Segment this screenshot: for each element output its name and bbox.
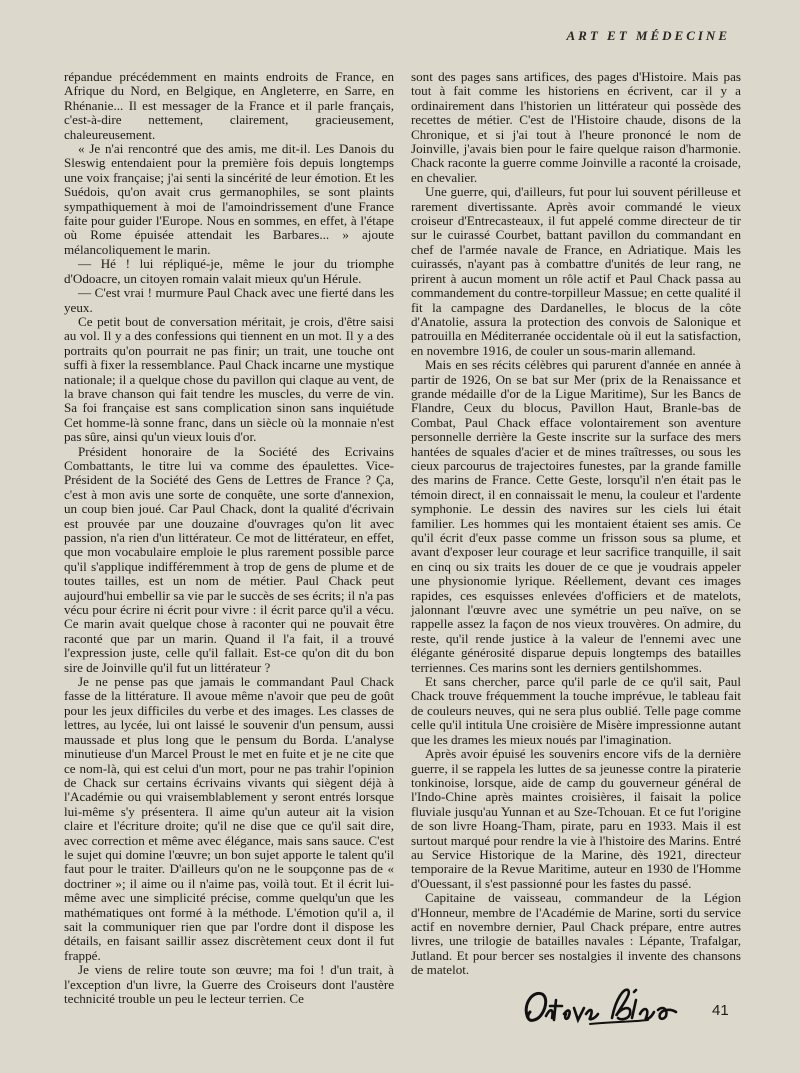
page-number: 41 [712, 1002, 729, 1019]
paragraph: — C'est vrai ! murmure Paul Chack avec une fierté dans les yeux. [64, 285, 394, 315]
paragraph: Après avoir épuisé les souvenirs encore vifs de la dernière guerre, il se rappela les luttes de sa jeunesse contre la piraterie tonkinoise, lorsque, aide de camp du gouverneur général de l'Indo-Chine après maintes croisières, il faisait la police fluviale jusqu'au Yunnan et au Sze-Tchouan. Et ce fut l'origine de son livre Hoang-Tham, pirate, paru en 1933. Mais il est surtout marqué pour rendre la vie à l'histoire des Marins. Entré au Service Historique de la Marine, dès 1921, directeur temporaire de la Revue Maritime, auteur en 1930 de l'Homme d'Ouessant, il s'est passionné pour les fastes du passé. [411, 746, 741, 891]
right-column [411, 70, 741, 978]
paragraph: Ce petit bout de conversation méritait, je crois, d'être saisi au vol. Il y a des confessions qui tiennent en un mot. Il y a des portraits qu'on pourrait ne pas finir; un trait, une touche ont suffi à fixer la ressemblance. Paul Chack incarne une mystique nationale; il a quelque chose du pavillon qui claque au vent, de la brave chanson qui fait tendre les muscles, du verre de vin. Sa foi française est sans complication sinon sans inquiétude Cet homme-là sonne franc, dans un siècle où la monnaie n'est pas sûre, ainsi qu'un vieux louis d'or. [64, 313, 394, 445]
running-head: ART ET MÉDECINE [566, 28, 730, 43]
paragraph: répandue précédemment en maints endroits de France, en Afrique du Nord, en Belgique, en Angleterre, en Sarre, en Rhénanie... Il est messager de la France et il parle français, c'est-à-dire nettement, clairement, gracieusement, chaleureusement. [64, 69, 394, 142]
paragraph: sont des pages sans artifices, des pages d'Histoire. Mais pas tout à fait comme les historiens en écrivent, car il y a ordinairement dans l'historien un littérateur qui possède des recettes de métier. C'est de l'Histoire chaude, disons de la Chronique, et si j'ai tout à l'heure prononcé le nom de Joinville, j'avais bien pour le faire quelque raison d'harmonie. Chack raconte la guerre comme Joinville a raconté la croisade, en chevalier. [411, 69, 741, 185]
handwritten-signature [520, 978, 690, 1038]
left-column [64, 70, 394, 1006]
paragraph: Président honoraire de la Société des Ecrivains Combattants, le titre lui va comme des épaulettes. Vice-Président de la Société des Gens de Lettres de France ? Ça, c'est à mon avis une sorte de conquête, une sorte d'annexion, un coup bien joué. Car Paul Chack, dont la qualité d'écrivain est prouvée par une douzaine d'ouvrages qu'on lit avec passion, n'a rien d'un littérateur. Ce mot de littérateur, en effet, que mon vocabulaire emploie le plus rarement possible parce qu'il s'applique indifféremment à trop de gens de plume et de toutes tailles, est un nom de métier. Paul Chack peut aujourd'hui embellir sa vie par le succès de ses écrits; il n'a pas vécu pour écrire ni écrit pour vivre : il écrit parce qu'il a vécu. Ce marin avait quelque chose à raconter qui ne pouvait être raconté que par un marin. Quand il l'a fait, il a trouvé l'expression juste, celle qu'il fallait. Est-ce qu'on dit du bon sire de Joinville qu'il fut un littérateur ? [64, 443, 394, 675]
paragraph: Je viens de relire toute son œuvre; ma foi ! d'un trait, à l'exception d'un livre, la Guerre des Croiseurs dont l'austère technicité trouble un peu le lecteur terrien. Ce [64, 962, 394, 1006]
paragraph: Je ne pense pas que jamais le commandant Paul Chack fasse de la littérature. Il avoue même n'avoir que peu de goût pour les jeux difficiles du verbe et des images. Les classes de lettres, au lycée, lui ont laissé le souvenir d'un pensum, aussi maussade et plus long que le pensum du Borda. L'analyse minutieuse d'un Marcel Proust le met en fuite et je ne cite que ce nom-là, qui est celui d'un mort, pour ne pas trahir l'opinion de Chack sur certains écrivains vivants qui siègent déjà à l'Académie ou qui vraisemblablement y seront entrés lorsque lui-même s'y présentera. Il aime qu'un auteur ait la vision claire et l'écriture droite; qu'il ne dise que ce qu'il sait dire, avec correction et même avec élégance, mais sans sauce. C'est le sujet qui domine l'œuvre; un bon sujet apporte le talent qu'il faut pour le traiter. D'ailleurs qu'on ne le soupçonne pas de « doctriner »; il aime ou il n'aime pas, voilà tout. Et il écrit lui-même avec une simplicité précise, comme quelqu'un que les mathématiques ont formé à la méthode. L'émotion qu'il a, il sait la communiquer rien que par l'ordre dont il dispose les détails, en faisant saillir assez discrètement ceux dont il fut frappé. [64, 674, 394, 963]
paragraph: Mais en ses récits célèbres qui parurent d'année en année à partir de 1926, On se bat sur Mer (prix de la Renaissance et grande médaille d'or de la Ligue Maritime), Sur les Bancs de Flandre, Ceux du blocus, Pavillon Haut, Branle-bas de Combat, Paul Chack efface volontairement son aventure personnelle derrière la Geste inscrite sur la surface des mers hantées de squales d'acier et de mines traîtresses, ou sous les cieux parcourus de trajectoires funestes, par la grande famille des marins de France. Cette Geste, lorsqu'il n'en était pas le témoin direct, il en connaissait le menu, la couleur et l'ardente symphonie. Le dessin des navires sur les ciels lui était familier. Les hommes qui les montaient étaient ses amis. Ce qu'il écrit d'eux passe comme un frisson sous sa plume, et avant d'exposer leur courage et leur sacrifice tranquille, il sait en cinq ou six traits les douer de ce que je voudrais appeler une physionomie lyrique. Réellement, devant ces images rapides, ces esquisses enlevées d'officiers et de matelots, jalonnant l'œuvre avec une symétrie un peu naïve, on se rappelle assez la façon de nos vieux trouvères. On admire, du reste, qu'il rende justice à la valeur de l'ennemi avec une élégante générosité disparue depuis longtemps des batailles terriennes. Ces marins sont les derniers gentilshommes. [411, 357, 741, 675]
paragraph: Capitaine de vaisseau, commandeur de la Légion d'Honneur, membre de l'Académie de Marine, sorti du service actif en novembre dernier, Paul Chack prépare, entre autres livres, une trilogie de batailles navales : Lépante, Trafalgar, Jutland. Et pour bercer ses nostalgies il invente des chansons de matelot. [411, 890, 741, 978]
paragraph: Et sans chercher, parce qu'il parle de ce qu'il sait, Paul Chack trouve fréquemment la touche imprévue, le tableau fait de couleurs neuves, qui ne sera plus oublié. Telle page comme celle qu'il intitula Une croisière de Misère impressionne autant que les drames les mieux noués par l'imagination. [411, 674, 741, 747]
paragraph: Une guerre, qui, d'ailleurs, fut pour lui souvent périlleuse et rarement divertissante. Après avoir commandé le vieux croiseur d'Entrecasteaux, il fut appelé comme directeur de tir sur le cuirassé Courbet, battant pavillon du commandant en chef de l'armée navale de France, en Adriatique. Mais les cuirassés, n'ayant pas à combattre d'unités de leur rang, ne prirent à aucun moment un rôle actif et Paul Chack passa au commandement du contre-torpilleur Massue; en cette qualité il fit la campagne des Dardanelles, le blocus de la côte d'Anatolie, assura la protection des convois de Salonique et patrouilla en Méditerranée occidentale où il eut la satisfaction, en novembre 1916, de couler un sous-marin allemand. [411, 184, 741, 358]
paragraph: — Hé ! lui répliqué-je, même le jour du triomphe d'Odoacre, un citoyen romain valait mieux qu'un Hérule. [64, 256, 394, 286]
paragraph: « Je n'ai rencontré que des amis, me dit-il. Les Danois du Sleswig entendaient pour la première fois depuis longtemps une voix française; j'ai senti la sincérité de leur émotion. Et les Suédois, qu'on avait crus germanophiles, se sont plaints sympathiquement à moi de l'amoindrissement d'une France faite pour guider l'Europe. Nous en sommes, en effet, à l'étape où Rome épuisée attendait les Barbares... » ajoute mélancoliquement le marin. [64, 141, 394, 257]
